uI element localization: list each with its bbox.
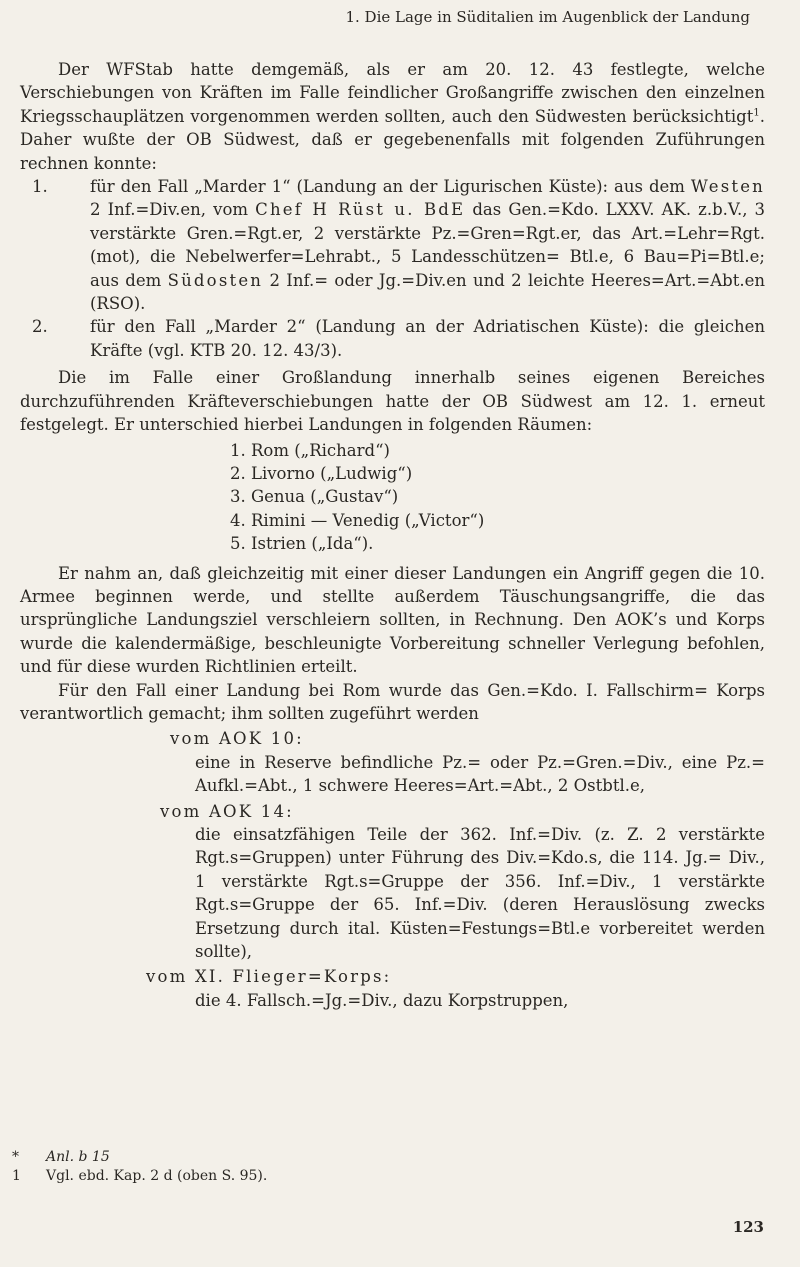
list-item: 4. Rimini — Venedig („Victor“) xyxy=(230,510,485,530)
list-item: 2. Livorno („Ludwig“) xyxy=(230,463,413,483)
landing-areas-list xyxy=(230,439,765,556)
allocation-text-aok10: eine in Reserve befindliche Pz.= oder Pz.=Gren.=Div., eine Pz.= Aufkl.=Abt., 1 schwere Heeres=Art.=Abt., 2 Ostbtl.e, xyxy=(195,752,765,796)
allocation-heading-aok14: vom AOK 14: xyxy=(160,801,294,821)
emphasis-west: Westen xyxy=(690,177,765,197)
allocation-heading-aok10: vom AOK 10: xyxy=(170,729,304,749)
list-item: 3. Genua („Gustav“) xyxy=(230,487,399,507)
list-item: 2. für den Fall „Marder 2“ (Landung an der Adriatischen Küste): die gleichen Kräfte (vgl. KTB 20. 12. 43/3). xyxy=(32,317,765,360)
paragraph-1: Der WFStab hatte demgemäß, als er am 20. 12. 43 festlegte, welche Verschiebungen von Kräften im Falle feindlicher Großangriffe zwischen den einzelnen Kriegsschauplätzen vorgenommen werden sollten, auch den Südwesten berücksichtigt$^1$. Daher wußte der OB Südwest, daß er gegebenenfalls mit folgenden Zuführungen rechnen konnte: xyxy=(20,60,765,173)
allocation-text-fliegerkorps: die 4. Fallsch.=Jg.=Div., dazu Korpstruppen, xyxy=(195,990,569,1010)
list-item: 5. Istrien („Ida“). xyxy=(230,534,374,554)
footnote: 1 Vgl. ebd. Kap. 2 d (oben S. 95). xyxy=(12,1168,268,1184)
running-header: 1. Die Lage in Süditalien im Augenblick der Landung xyxy=(345,8,750,26)
list-item: 1. Rom („Richard“) xyxy=(230,440,390,460)
body-text xyxy=(20,58,765,1012)
paragraph-4: Für den Fall einer Landung bei Rom wurde das Gen.=Kdo. I. Fallschirm= Korps verantwortlich gemacht; ihm sollten zugeführt werden xyxy=(20,680,765,723)
paragraph-2: Die im Falle einer Großlandung innerhalb seines eigenen Bereiches durchzuführenden Kräfteverschiebungen hatte der OB Südwest am 12. 1. erneut festgelegt. Er unterschied hierbei Landungen in folgenden Räumen: xyxy=(20,368,765,435)
page-number: 123 xyxy=(732,1218,764,1236)
allocation-heading-fliegerkorps: vom XI. Flieger=Korps: xyxy=(146,967,392,987)
allocation-text-aok14: die einsatzfähigen Teile der 362. Inf.=Div. (z. Z. 2 verstärkte Rgt.s=Gruppen) unter Führung des Div.=Kdo.s, die 114. Jg.= Div., 1 verstärkte Rgt.s=Gruppe der 356. Inf.=Div., 1 verstärkte Rgt.s=Gruppe der 65. Inf.=Div. (deren Herauslösung zwecks Ersetzung durch ital. Küsten=Festungs=Btl.e vorbereitet werden sollte), xyxy=(195,825,765,962)
footnote: * Anl. b 15 xyxy=(12,1149,110,1165)
paragraph-3: Er nahm an, daß gleichzeitig mit einer dieser Landungen ein Angriff gegen die 10. Armee beginnen werde, und stellte außerdem Täuschungsangriffe, die das ursprüngliche Landungsziel verschleiern sollten, in Rechnung. Den AOK’s und Korps wurde die kalendermäßige, beschleunigte Vorbereitung schneller Verlegung befohlen, und für diese wurden Richtlinien erteilt. xyxy=(20,563,765,677)
emphasis-suedosten: Südosten xyxy=(167,270,264,290)
footnotes xyxy=(12,1148,412,1186)
case-list xyxy=(20,175,765,362)
emphasis-chef: Chef H Rüst u. BdE xyxy=(255,200,466,220)
list-item: 1. für den Fall „Marder 1“ (Landung an der Ligurischen Küste): aus dem Westen 2 Inf.=Div.en, vom Chef H Rüst u. BdE das Gen.=Kdo. LXXV. AK. z.b.V., 3 verstärkte Gren.=Rgt.er, 2 verstärkte Pz.=Gren=Rgt.er, das Art.=Lehr=Rgt. (mot), die Nebelwerfer=Lehrabt., 5 Landesschützen= Btl.e, 6 Bau=Pi=Btl.e; aus dem Südosten 2 Inf.= oder Jg.=Div.en und 2 leichte Heeres=Art.=Abt.en (RSO). xyxy=(32,177,766,314)
footnote-ref-1[interactable]: 1 xyxy=(753,107,760,119)
